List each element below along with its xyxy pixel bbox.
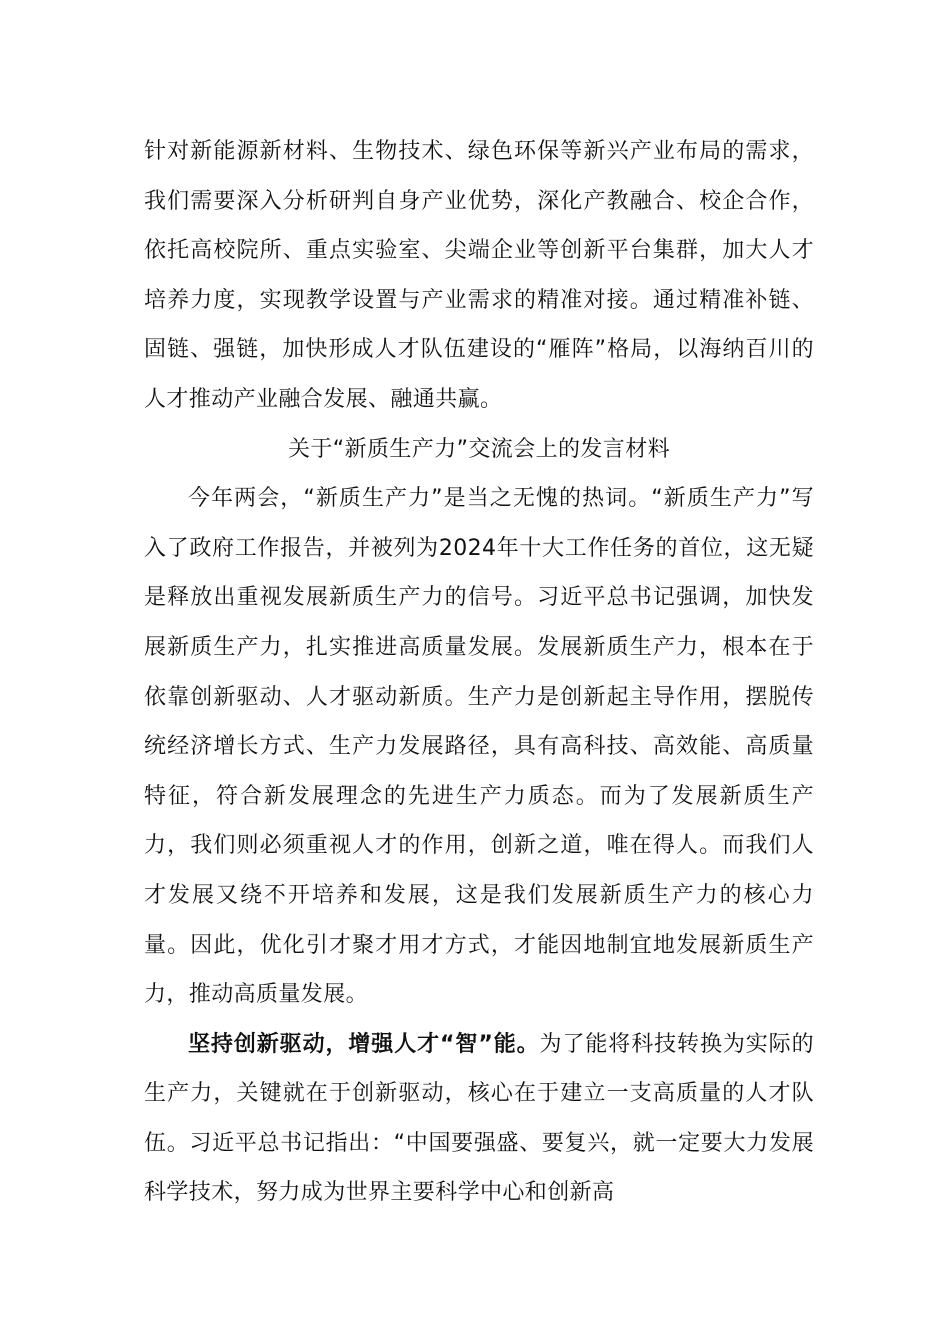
document-body: [144, 127, 814, 1218]
paragraph-3: [144, 1020, 814, 1218]
paragraph-2: 今年两会，“新质生产力”是当之无愧的热词。“新质生产力”写入了政府工作报告，并被列为2024年十大工作任务的首位，这无疑是释放出重视发展新质生产力的信号。习近平总书记强调，加快发展新质生产力，扎实推进高质量发展。发展新质生产力，根本在于依靠创新驱动、人才驱动新质。生产力是创新起主导作用，摆脱传统经济增长方式、生产力发展路径，具有高科技、高效能、高质量特征，符合新发展理念的先进生产力质态。而为了发展新质生产力，我们则必须重视人才的作用，创新之道，唯在得人。而我们人才发展又绕不开培养和发展，这是我们发展新质生产力的核心力量。因此，优化引才聚才用才方式，才能因地制宜地发展新质生产力，推动高质量发展。: [144, 486, 814, 1008]
section-title: 关于“新质生产力”交流会上的发言材料: [288, 436, 670, 462]
paragraph-1: 针对新能源新材料、生物技术、绿色环保等新兴产业布局的需求，我们需要深入分析研判自身产业优势，深化产教融合、校企合作，依托高校院所、重点实验室、尖端企业等创新平台集群，加大人才培养力度，实现教学设置与产业需求的精准对接。通过精准补链、固链、强链，加快形成人才队伍建设的“雁阵”格局，以海纳百川的人才推动产业融合发展、融通共赢。: [144, 139, 814, 412]
paragraph-3-body: 为了能将科技转换为实际的生产力，关键就在于创新驱动，核心在于建立一支高质量的人才队伍。习近平总书记指出：“中国要强盛、要复兴，就一定要大力发展科学技术，努力成为世界主要科学中心和创新高: [144, 1031, 814, 1206]
paragraph-3-heading: 坚持创新驱动，增强人才“智”能。: [188, 1031, 540, 1057]
